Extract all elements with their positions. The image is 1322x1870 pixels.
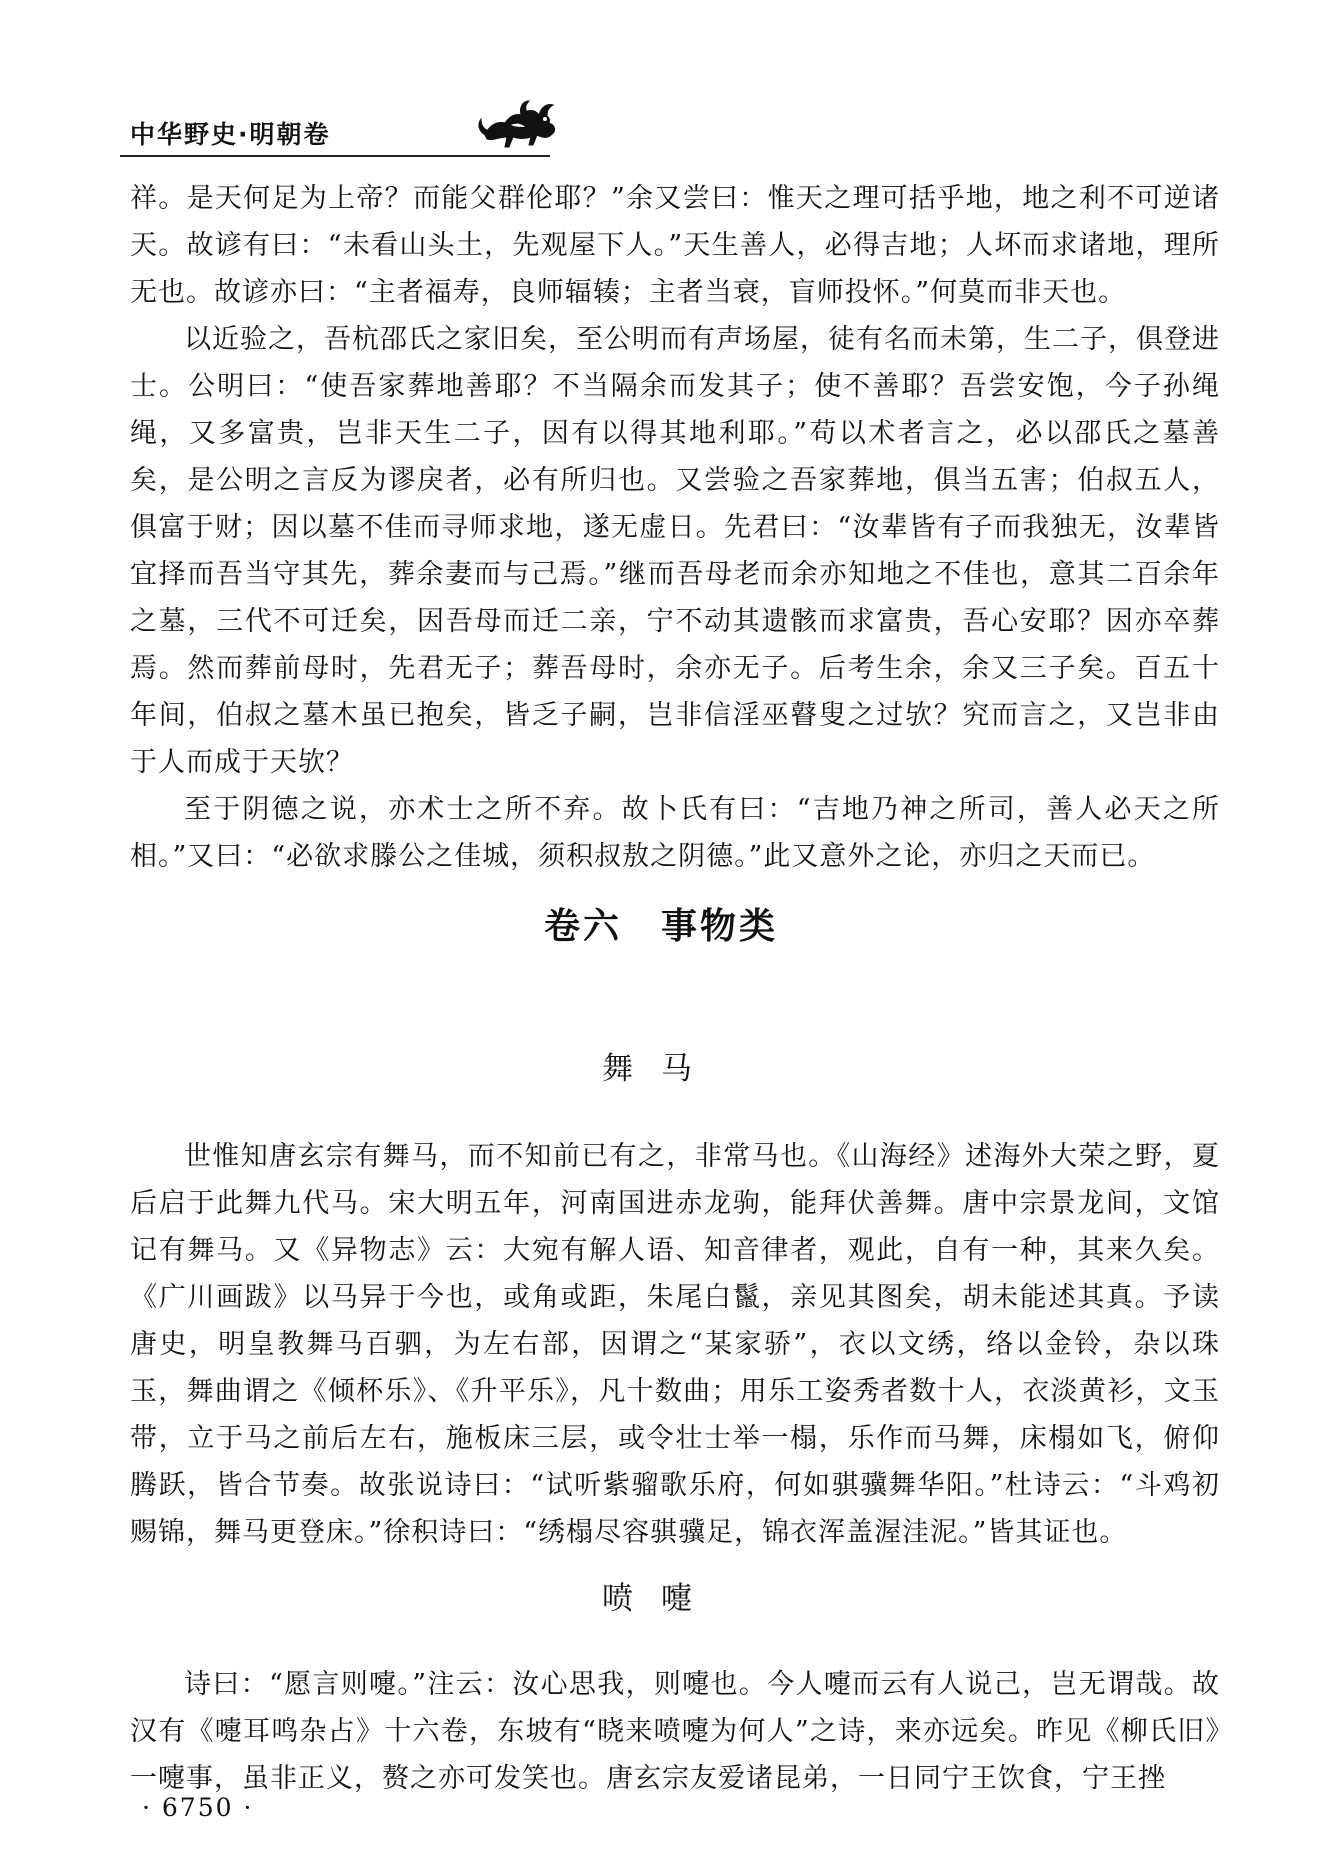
paragraph: 以近验之，吾杭邵氏之家旧矣，至公明而有声场屋，徒有名而未第，生二子，俱登进士。公明曰：“使吾家葬地善耶？不当隔余而发其子；使不善耶？吾尝安饱，今子孙绳绳，又多富贵，岂非天生二子，因有以得其地利耶。”苟以术者言之，必以邵氏之墓善矣，是公明之言反为谬戾者，必有所归也。又尝验之吾家葬地，俱当五害；伯叔五人，俱富于财；因以墓不佳而寻师求地，遂无虚日。先君曰：“汝辈皆有子而我独无，汝辈皆宜择而吾当守其先，葬余妻而与己焉。”继而吾母老而余亦知地之不佳也，意其二百余年之墓，三代不可迁矣，因吾母而迁二亲，宁不动其遗骸而求富贵，吾心安耶？因亦卒葬焉。然而葬前母时，先君无子；葬吾母时，余亦无子。后考生余，余又三子矣。百五十年间，伯叔之墓木虽已抱矣，皆乏子嗣，岂非信淫巫瞽叟之过欤？究而言之，又岂非由于人而成于天欤？ [130,324,1220,778]
header-rule [120,155,550,157]
page-number: · 6750 · [142,1793,254,1822]
paragraph: 至于阴德之说，亦术士之所不弃。故卜氏有曰：“吉地乃神之所司，善人必天之所相。”又曰：“必欲求滕公之佳城，须积叔敖之阴德。”此又意外之论，亦归之天而已。 [130,794,1220,872]
book-title: 中华野史·明朝卷 [130,120,331,149]
previous-section-text [130,175,1220,880]
section-title-wuma: 舞马 [602,1051,720,1087]
running-header [120,95,1290,167]
section-title-penti: 喷嚏 [602,1581,720,1617]
paragraph: 祥。是天何足为上帝？而能父群伦耶？”余又尝曰：惟天之理可括乎地，地之利不可逆诸天。故谚有曰：“未看山头土，先观屋下人。”天生善人，必得吉地；人坏而求诸地，理所无也。故谚亦曰：“主者福寿，良师辐辏；主者当衰，盲师投怀。”何莫而非天也。 [130,183,1220,308]
chapter-title: 卷六 事物类 [543,906,778,947]
section-wuma-text [130,1133,1220,1556]
qilin-beast-icon [475,95,565,157]
paragraph: 诗曰：“愿言则嚏。”注云：汝心思我，则嚏也。今人嚏而云有人说己，岂无谓哉。故汉有《嚏耳鸣杂占》十六卷，东坡有“晓来喷嚏为何人”之诗，来亦远矣。昨见《柳氏旧》一嚏事，虽非正义，赘之亦可发笑也。唐玄宗友爱诸昆弟，一日同宁王饮食，宁王挫 [130,1669,1220,1794]
paragraph: 世惟知唐玄宗有舞马，而不知前已有之，非常马也。《山海经》述海外大荣之野，夏后启于此舞九代马。宋大明五年，河南国进赤龙驹，能拜伏善舞。唐中宗景龙间，文馆记有舞马。又《异物志》云：大宛有解人语、知音律者，观此，自有一种，其来久矣。《广川画跋》以马异于今也，或角或距，朱尾白鬣，亲见其图矣，胡未能述其真。予读唐史，明皇教舞马百驷，为左右部，因谓之“某家骄”，衣以文绣，络以金铃，杂以珠玉，舞曲谓之《倾杯乐》、《升平乐》，凡十数曲；用乐工姿秀者数十人，衣淡黄衫，文玉带，立于马之前后左右，施板床三层，或令壮士举一榻，乐作而马舞，床榻如飞，俯仰腾跃，皆合节奏。故张说诗曰：“试听紫骝歌乐府，何如骐骥舞华阳。”杜诗云：“斗鸡初赐锦，舞马更登床。”徐积诗曰：“绣榻尽容骐骥足，锦衣浑盖渥洼泥。”皆其证也。 [130,1141,1220,1548]
section-penti-text [130,1661,1220,1802]
